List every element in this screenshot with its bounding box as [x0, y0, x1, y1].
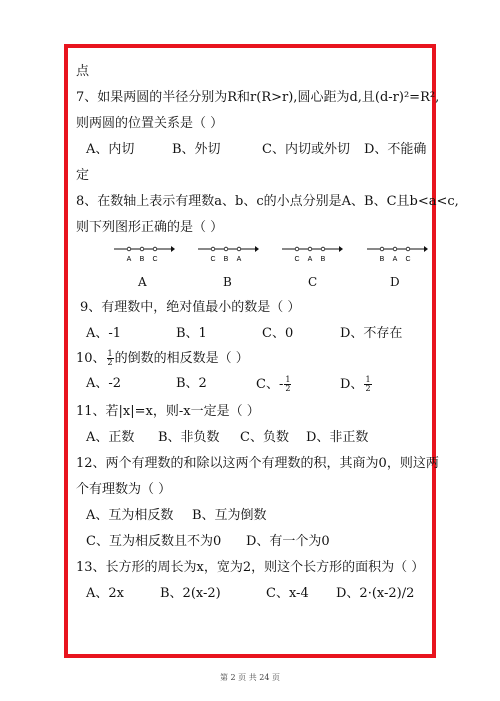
q10-suffix: 的倒数的相反数是（ ）	[114, 351, 249, 366]
q9-option-a: A、-1	[86, 326, 122, 341]
question-13: 13、长方形的周长为x，宽为2，则这个长方形的面积为（ ）	[76, 560, 425, 575]
numberline-b-label-2: B	[223, 256, 229, 263]
numberline-d	[366, 242, 428, 264]
q12-option-d: D、有一个为0	[246, 534, 330, 549]
q9-option-c: C、0	[262, 326, 294, 341]
numberline-b-label-1: C	[210, 256, 216, 263]
numberline-d-caption: D	[390, 275, 400, 289]
q13-option-c: C、x-4	[266, 586, 309, 601]
q10-fraction: $\frac{1}{2}$	[107, 349, 113, 367]
q9-option-b: B、1	[176, 326, 207, 341]
q13-option-d: D、2·(x-2)/2	[336, 586, 415, 601]
q10-option-a: A、-2	[86, 376, 122, 391]
question-7-line1: 7、如果两圆的半径分别为R和r(R>r),圆心距为d,且(d-r)²=R²,	[76, 90, 440, 105]
line-continuation: 点	[76, 64, 90, 79]
numberline-a-label-1: A	[126, 256, 132, 263]
question-7-line2: 则两圆的位置关系是（ ）	[76, 116, 224, 131]
numberline-c-label-3: B	[320, 256, 326, 263]
q12-option-a: A、互为相反数	[86, 508, 174, 523]
question-10	[76, 350, 249, 367]
q10-option-c: C、- $\frac{1}{2}$	[256, 375, 291, 393]
q7-option-d-cont: 定	[76, 168, 90, 183]
q11-option-d: D、非正数	[306, 430, 369, 445]
page-footer: 第 2 页 共 24 页	[220, 673, 280, 682]
numberline-d-label-1: B	[379, 256, 385, 263]
numberline-c	[281, 242, 343, 264]
numberline-c-caption: C	[308, 275, 318, 289]
question-12-line1: 12、两个有理数的和除以这两个有理数的积，其商为0，则这两	[76, 456, 439, 471]
numberline-c-label-2: A	[307, 256, 313, 263]
q13-option-a: A、2x	[86, 586, 124, 601]
numberline-b-caption: B	[223, 275, 232, 289]
question-8-line1: 8、在数轴上表示有理数a、b、c的小点分别是A、B、C且b<a<c,	[76, 194, 459, 209]
q7-option-b: B、外切	[172, 142, 221, 157]
q11-option-a: A、正数	[86, 430, 135, 445]
q12-option-c: C、互为相反数且不为0	[86, 534, 222, 549]
numberline-a-caption: A	[138, 275, 147, 289]
numberline-a	[113, 242, 175, 264]
question-8-line2: 则下列图形正确的是（ ）	[76, 220, 224, 235]
q9-option-d: D、不存在	[340, 326, 403, 341]
q10-option-d: D、 $\frac{1}{2}$	[340, 375, 371, 393]
numberline-c-label-1: C	[294, 256, 300, 263]
numberline-d-label-3: C	[405, 256, 411, 263]
q12-option-b: B、互为倒数	[192, 508, 267, 523]
q13-option-b: B、2(x-2)	[160, 586, 221, 601]
q7-option-c: C、内切或外切	[262, 142, 350, 157]
q7-option-a: A、内切	[86, 142, 135, 157]
q10-option-b: B、2	[176, 376, 207, 391]
question-12-line2: 个有理数为（ ）	[76, 482, 172, 497]
numberline-a-label-3: C	[152, 256, 158, 263]
q11-option-c: C、负数	[240, 430, 289, 445]
question-9: 9、有理数中，绝对值最小的数是（ ）	[80, 300, 301, 315]
numberline-a-label-2: B	[139, 256, 145, 263]
question-11: 11、若|x|=x，则-x一定是（ ）	[76, 404, 260, 419]
numberline-b-label-3: A	[236, 256, 242, 263]
numberline-b	[197, 242, 259, 264]
numberline-d-label-2: A	[392, 256, 398, 263]
q10-prefix: 10、	[76, 351, 106, 366]
q7-option-d: D、不能确	[364, 142, 427, 157]
q11-option-b: B、非负数	[158, 430, 220, 445]
